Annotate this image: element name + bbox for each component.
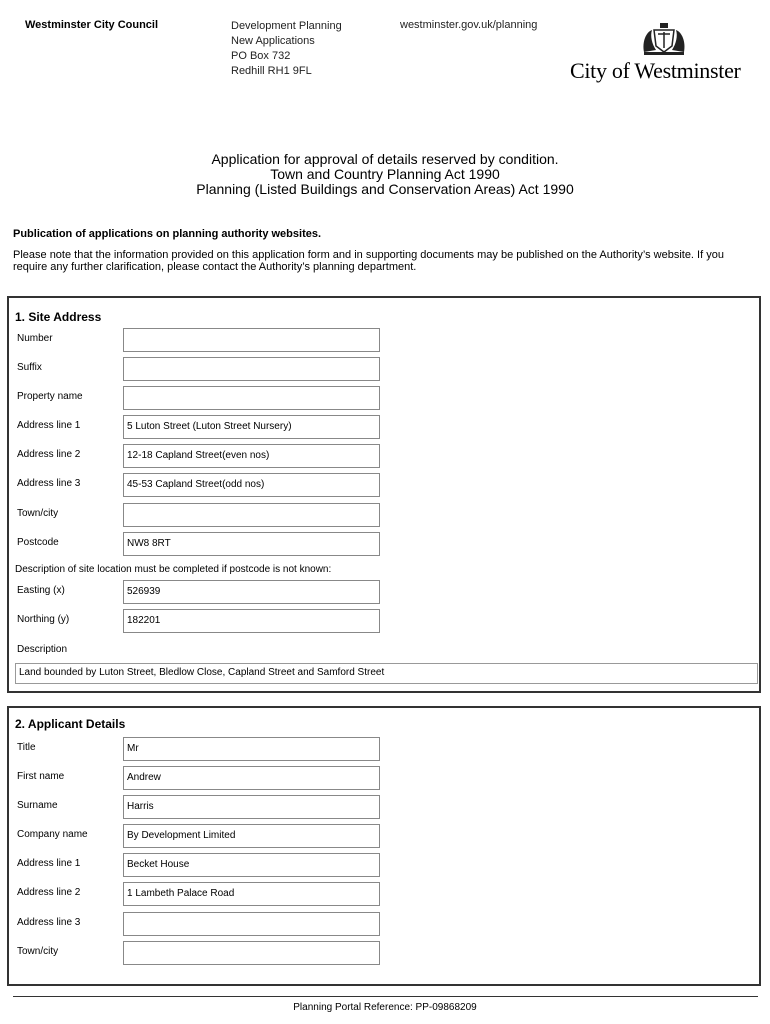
site-property-name-field[interactable] <box>123 386 380 410</box>
easting-field[interactable]: 526939 <box>123 580 380 604</box>
form-title-line: Application for approval of details reserved by condition. <box>211 151 559 167</box>
section-title: 1. Site Address <box>15 310 102 324</box>
field-label: Property name <box>17 391 83 402</box>
field-row <box>15 824 755 848</box>
field-row <box>15 912 755 936</box>
location-note: Description of site location must be completed if postcode is not known: <box>15 564 332 575</box>
form-title-line: Planning (Listed Buildings and Conservation Areas) Act 1990 <box>196 181 574 197</box>
form-title <box>0 152 770 197</box>
field-label: Postcode <box>17 537 59 548</box>
applicant-details-section <box>7 706 761 986</box>
section-title: 2. Applicant Details <box>15 717 126 731</box>
address-line: New Applications <box>231 35 315 47</box>
field-label: Company name <box>17 829 88 840</box>
field-label: Address line 1 <box>17 858 81 869</box>
site-town-city-field[interactable] <box>123 503 380 527</box>
applicant-town-city-field[interactable] <box>123 941 380 965</box>
site-suffix-field[interactable] <box>123 357 380 381</box>
address-line: PO Box 732 <box>231 50 291 62</box>
field-label: Address line 3 <box>17 917 81 928</box>
northing-field[interactable]: 182201 <box>123 609 380 633</box>
description-label: Description <box>17 644 68 655</box>
council-name: Westminster City Council <box>25 19 159 31</box>
address-line: Redhill RH1 9FL <box>231 65 312 77</box>
field-label: Surname <box>17 800 58 811</box>
field-label: Northing (y) <box>17 614 70 625</box>
field-row <box>15 853 755 877</box>
applicant-first-name-field[interactable]: Andrew <box>123 766 380 790</box>
field-row <box>15 795 755 819</box>
applicant-company-field[interactable]: By Development Limited <box>123 824 380 848</box>
field-label: Address line 2 <box>17 449 81 460</box>
field-row <box>15 503 755 527</box>
applicant-title-field[interactable]: Mr <box>123 737 380 761</box>
field-label: Address line 1 <box>17 420 81 431</box>
field-row <box>15 328 755 352</box>
publication-heading: Publication of applications on planning authority websites. <box>13 228 322 240</box>
field-label: Town/city <box>17 508 59 519</box>
coat-of-arms-icon <box>640 22 688 56</box>
field-label: Address line 2 <box>17 887 81 898</box>
field-label: Number <box>17 333 53 344</box>
applicant-address-line-1-field[interactable]: Becket House <box>123 853 380 877</box>
field-row <box>15 766 755 790</box>
address-line: Development Planning <box>231 20 342 32</box>
field-label: Address line 3 <box>17 478 81 489</box>
field-row <box>15 609 755 633</box>
field-row <box>15 532 755 556</box>
field-row <box>15 882 755 906</box>
field-label: Suffix <box>17 362 42 373</box>
publication-notice: Please note that the information provided on this application form and in supporting documents may be published on the Authority’s website. If you require any further clarification, please contact the Authority’s planning department. <box>13 249 724 273</box>
site-number-field[interactable] <box>123 328 380 352</box>
field-label: Easting (x) <box>17 585 65 596</box>
council-postal-address <box>231 19 342 79</box>
field-label: Town/city <box>17 946 59 957</box>
form-title-line: Town and Country Planning Act 1990 <box>270 166 500 182</box>
portal-reference: Planning Portal Reference: PP-09868209 <box>293 1002 477 1013</box>
field-row <box>15 415 755 439</box>
field-label: Title <box>17 742 36 753</box>
field-row <box>15 357 755 381</box>
footer-divider <box>13 996 758 997</box>
applicant-address-line-2-field[interactable]: 1 Lambeth Palace Road <box>123 882 380 906</box>
applicant-surname-field[interactable]: Harris <box>123 795 380 819</box>
field-row <box>15 444 755 468</box>
field-label: First name <box>17 771 65 782</box>
field-row <box>15 580 755 604</box>
field-row <box>15 473 755 497</box>
field-row <box>15 941 755 965</box>
site-address-line-3-field[interactable]: 45-53 Capland Street(odd nos) <box>123 473 380 497</box>
site-description-field[interactable]: Land bounded by Luton Street, Bledlow Close, Capland Street and Samford Street <box>15 663 758 684</box>
site-address-line-2-field[interactable]: 12-18 Capland Street(even nos) <box>123 444 380 468</box>
field-row <box>15 386 755 410</box>
field-row <box>15 737 755 761</box>
site-postcode-field[interactable]: NW8 8RT <box>123 532 380 556</box>
applicant-address-line-3-field[interactable] <box>123 912 380 936</box>
city-of-westminster-wordmark: City of Westminster <box>570 58 741 83</box>
council-website: westminster.gov.uk/planning <box>400 19 538 31</box>
site-address-section <box>7 296 761 693</box>
site-address-line-1-field[interactable]: 5 Luton Street (Luton Street Nursery) <box>123 415 380 439</box>
